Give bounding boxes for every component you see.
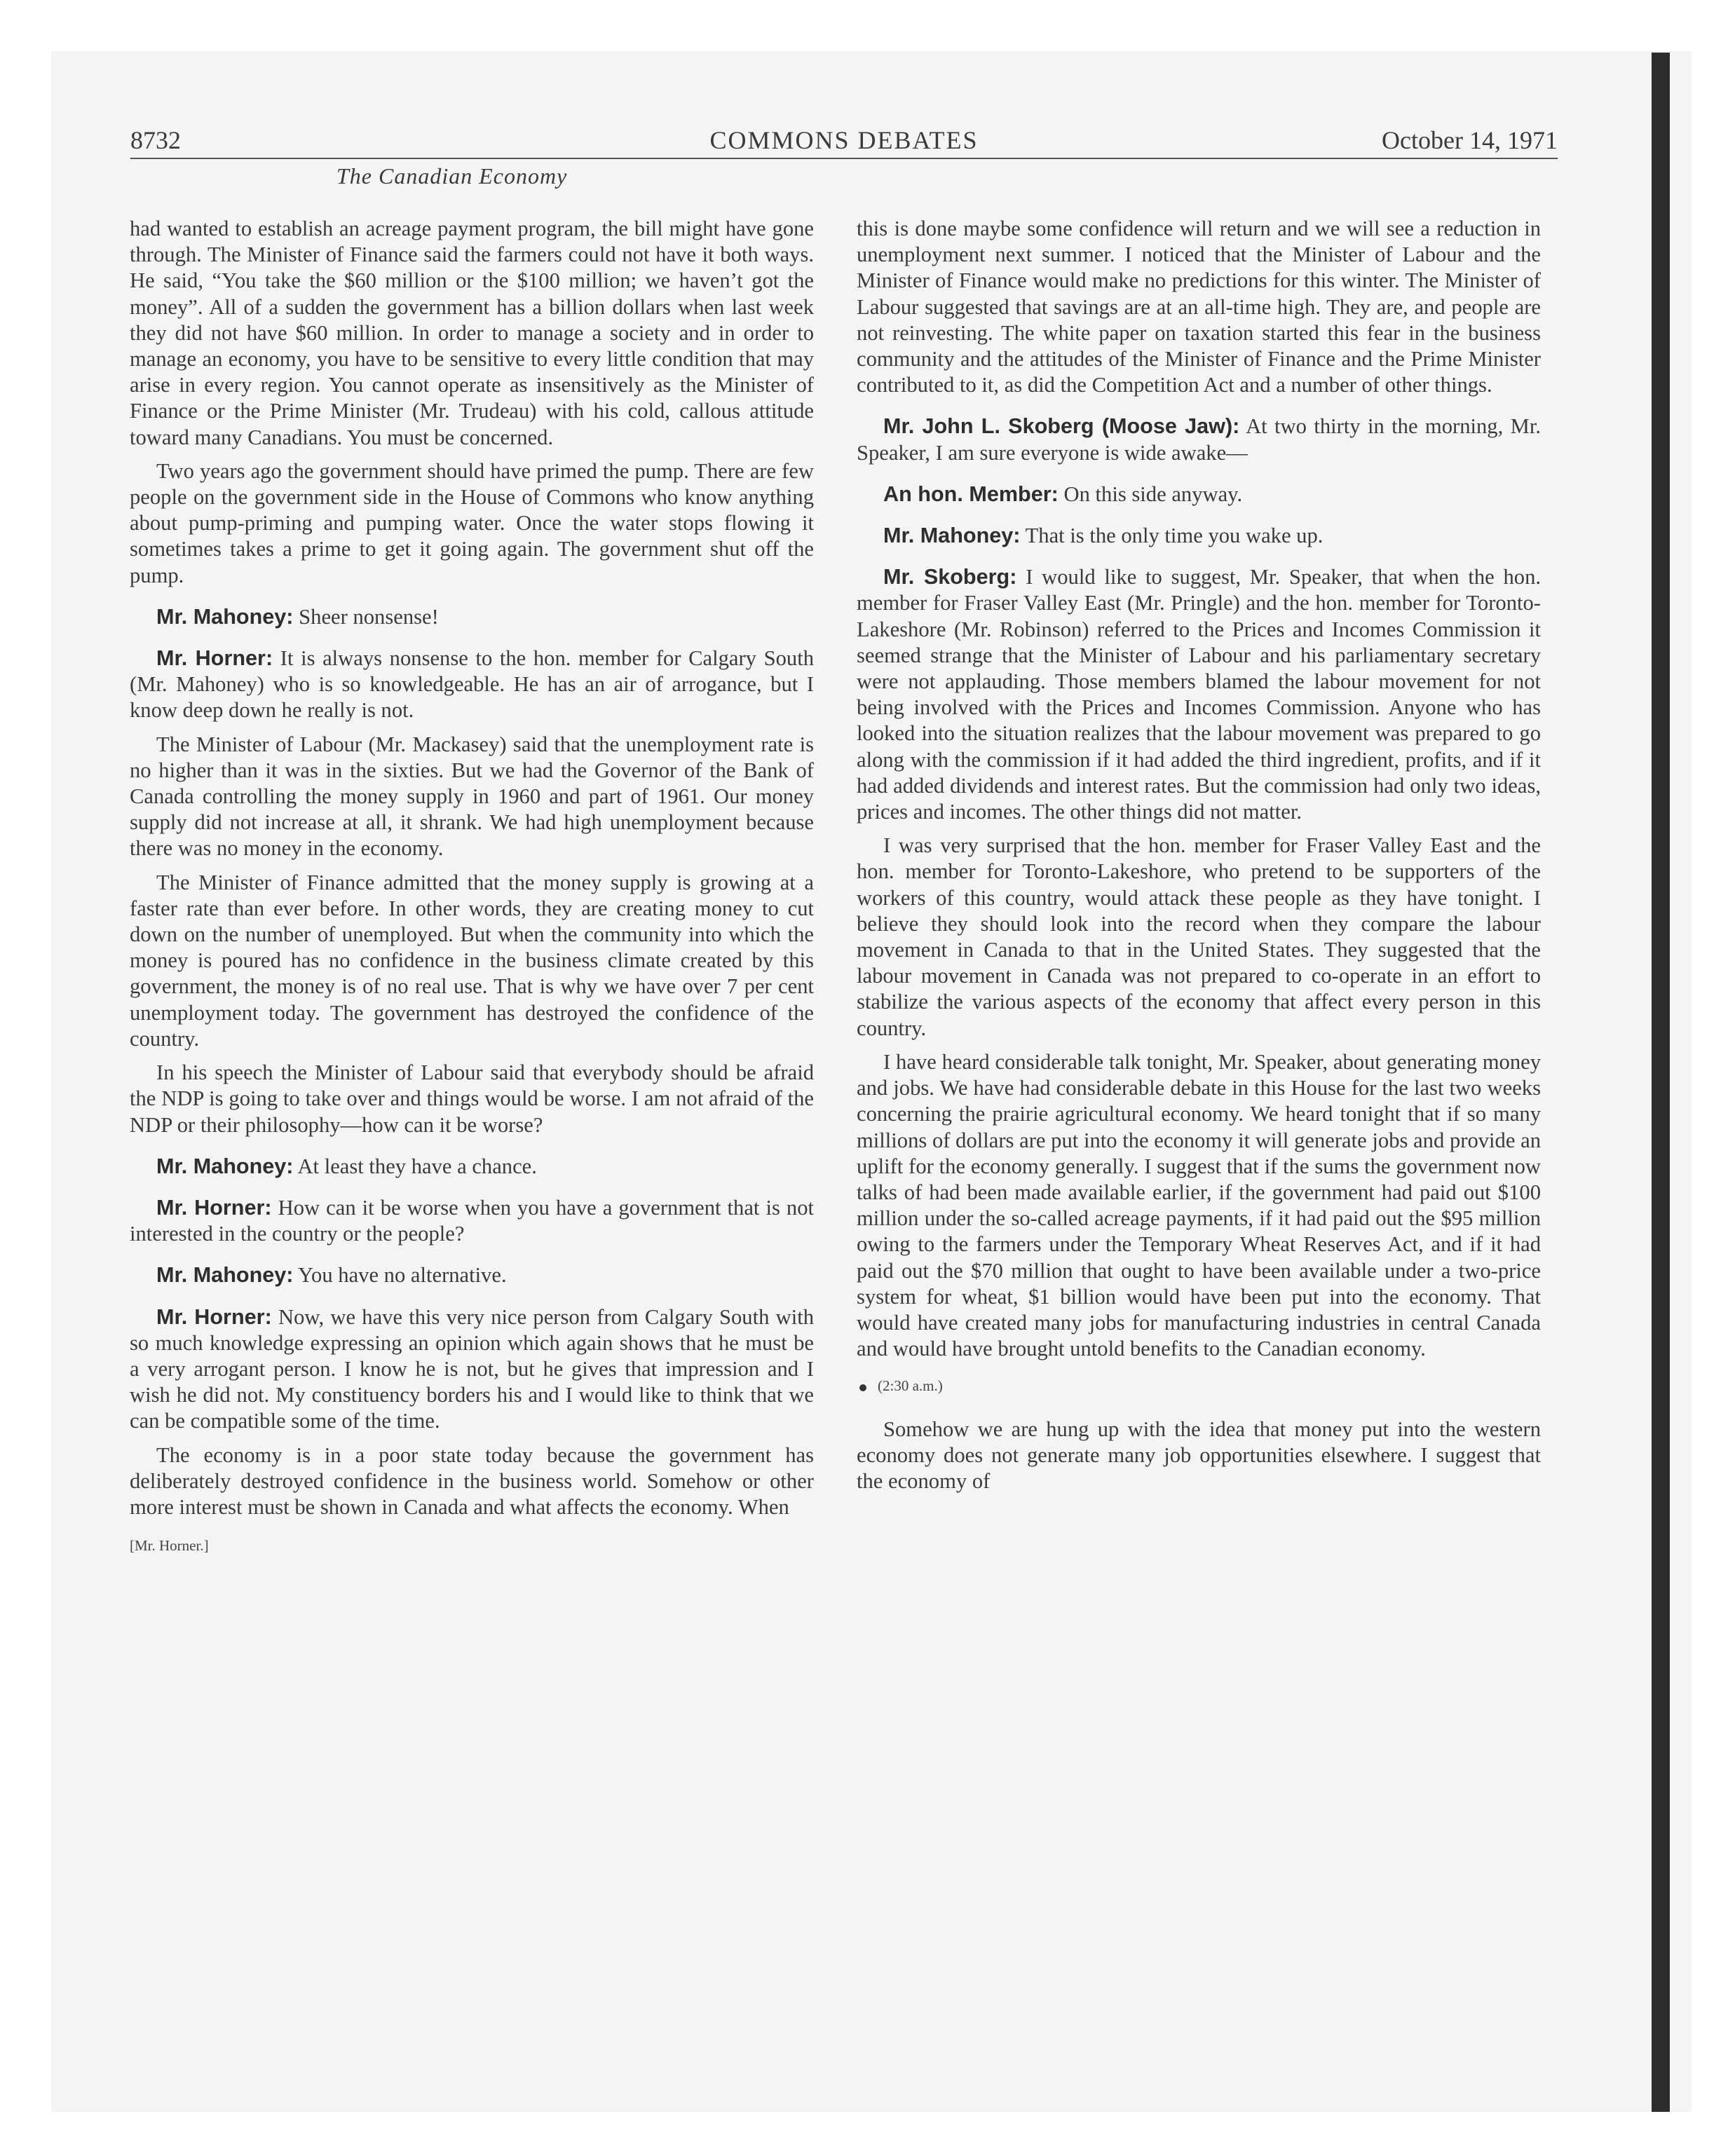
speaker-name: Mr. Horner:: [156, 1195, 272, 1220]
speaker-name: Mr. Horner:: [156, 646, 273, 671]
speaker-name: Mr. Mahoney:: [156, 604, 294, 629]
page-number: 8732: [130, 126, 181, 154]
paragraph-text: At two thirty in the morning, Mr. Speaker, I am sure everyone is wide awake—: [857, 414, 1541, 465]
journal-title: COMMONS DEBATES: [709, 126, 979, 154]
right-column-paragraphs: [857, 216, 1541, 1362]
paragraph-text: In his speech the Minister of Labour said that everybody should be afraid the NDP is going to take over and things would be worse. I am not afraid of the NDP or their philosophy—how can it be worse?: [130, 1060, 814, 1137]
paragraph-text: On this side anyway.: [1063, 482, 1243, 506]
paragraph: [857, 216, 1541, 398]
speaker-name: Mr. Mahoney:: [156, 1263, 294, 1288]
paragraph: [130, 870, 814, 1052]
paragraph: [130, 458, 814, 589]
speech-paragraph: [130, 1195, 814, 1247]
speech-paragraph: [857, 482, 1541, 507]
page-header: [130, 124, 1558, 159]
speaker-name: Mr. Horner:: [156, 1304, 272, 1329]
paragraph-text: At least they have a chance.: [297, 1154, 537, 1178]
paragraph-text: Sheer nonsense!: [299, 604, 439, 629]
paragraph-text: The Minister of Labour (Mr. Mackasey) said that the unemployment rate is no higher than it was in the sixties. But we had the Governor of the Bank of Canada controlling the money supply in 1960 and part of 1961. Our money supply did not increase at all, it shrank. We had high unemployment because there was no money in the economy.: [130, 732, 814, 861]
paragraph-text: this is done maybe some confidence will return and we will see a reduction in unemployment next summer. I noticed that the Minister of Labour and the Minister of Finance would make no predictions for this winter. The Minister of Labour suggested that savings are at an all-time high. They are, and people are not reinvesting. The white paper on taxation started this fear in the business community and the attitudes of the Minister of Finance and the Prime Minister contributed to it, as did the Competition Act and a number of other things.: [857, 217, 1541, 397]
paragraph-text: You have no alternative.: [298, 1263, 507, 1288]
left-column: [130, 216, 814, 1559]
bullet-icon: [859, 1384, 866, 1391]
paragraph: [857, 833, 1541, 1042]
paragraph-text: Now, we have this very nice person from Calgary South with so much knowledge expressing an opinion which again shows that he must be a very arrogant person. I know he is not, but he gives that impression and I wish he did not. My constituency borders his and I would like to think that we can be compatible some of the time.: [130, 1304, 815, 1433]
speech-paragraph: [857, 414, 1541, 465]
speech-paragraph: [130, 646, 814, 724]
paragraph: [857, 1417, 1541, 1495]
speaker-attribution: [Mr. Horner.]: [130, 1537, 209, 1555]
paragraph-text: I was very surprised that the hon. member for Fraser Valley East and the hon. member for Toronto-Lakeshore, who pretend to be supporters of the workers of this country, would attack these people as they have tonight. I believe they should look into the record when they compare the labour movement in Canada to that in the United States. They suggested that the labour movement in Canada was not prepared to co-operate in an effort to stabilize the various aspects of the economy that affect every person in this country.: [857, 833, 1541, 1040]
left-column-paragraphs: [130, 216, 814, 1520]
speaker-name: Mr. Skoberg:: [883, 565, 1017, 589]
paragraph: [130, 216, 814, 451]
speaker-name: Mr. Mahoney:: [883, 524, 1021, 548]
paragraph-text: The economy is in a poor state today because the government has deliberately destroyed confidence in the business world. Somehow or other more interest must be shown in Canada and what affects the economy. When: [130, 1442, 814, 1519]
paragraph-text: How can it be worse when you have a government that is not interested in the country or the people?: [130, 1195, 815, 1246]
speech-paragraph: [857, 564, 1541, 825]
speech-paragraph: [130, 1304, 814, 1435]
paragraph: [130, 732, 814, 862]
paragraph-text: I have heard considerable talk tonight, Mr. Speaker, about generating money and jobs. We have had considerable debate in this House for the last two weeks concerning the prairie agricultural economy. We heard tonight that if so many millions of dollars are put into the economy it will generate jobs and provide an uplift for the economy generally. I suggest that if the sums the government now talks of had been made available earlier, if the government had paid out $100 million under the so-called acreage payments, if it had paid out the $95 million owing to the farmers under the Temporary Wheat Reserves Act, and if it had paid out the $70 million that ought to have been available under a two-price system for wheat, $1 billion would have been put into the economy. That would have created many jobs for manufacturing industries in central Canada and would have brought untold benefits to the Canadian economy.: [857, 1049, 1541, 1361]
timestamp-marker: [859, 1373, 1541, 1399]
paragraph: [130, 1060, 814, 1138]
page-edge-shadow: [1652, 53, 1670, 2112]
paragraph-text: Somehow we are hung up with the idea that money put into the western economy does not generate many job opportunities elsewhere. I suggest that the economy of: [857, 1417, 1541, 1493]
right-column-continued: [857, 1417, 1541, 1495]
speaker-name: An hon. Member:: [883, 482, 1059, 506]
paragraph-text: had wanted to establish an acreage payment program, the bill might have gone through. The Minister of Finance said the farmers could not have it both ways. He said, “You take the $60 million or the $100 million; we haven’t got the money”. All of a sudden the government has a billion dollars when last week they did not have $60 million. In order to manage a society and in order to manage an economy, you have to be sensitive to every little condition that may arise in every region. You cannot operate as insensitively as the Minister of Finance or the Prime Minister (Mr. Trudeau) with his cold, callous attitude toward many Canadians. You must be concerned.: [130, 217, 814, 449]
right-column: [857, 216, 1541, 1502]
speaker-name: Mr. Mahoney:: [156, 1154, 294, 1178]
speech-paragraph: [130, 1262, 814, 1288]
paragraph-text: The Minister of Finance admitted that the money supply is growing at a faster rate than ever before. In other words, they are creating money to cut down on the number of unemployed. But when the community into which the money is poured has no confidence in the business climate created by this government, the money is of no real use. That is why we have over 7 per cent unemployment today. The government has destroyed the confidence of the country.: [130, 870, 814, 1051]
speech-paragraph: [130, 604, 814, 630]
paragraph: [857, 1049, 1541, 1362]
paragraph-text: That is the only time you wake up.: [1025, 524, 1324, 548]
speech-paragraph: [857, 523, 1541, 549]
section-title: The Canadian Economy: [336, 163, 568, 189]
issue-date: October 14, 1971: [1382, 126, 1558, 154]
timestamp-text: (2:30 a.m.): [878, 1377, 943, 1395]
paragraph: [130, 1442, 814, 1521]
speech-paragraph: [130, 1154, 814, 1180]
paragraph-text: I would like to suggest, Mr. Speaker, that when the hon. member for Fraser Valley East (Mr. Pringle) and the hon. member for Toronto-Lakeshore (Mr. Robinson) referred to the Prices and Incomes Commission it seemed strange that the Minister of Labour and his parliamentary secretary were not applauding. Those members blamed the labour movement for not being involved with the Prices and Incomes Commission. Anyone who has looked into the situation realizes that the labour movement was prepared to go along with the commission if it had added the third ingredient, profits, and if it had added dividends and interest rates. But the commission had only two ideas, prices and incomes. The other things did not matter.: [857, 565, 1542, 824]
speaker-name: Mr. John L. Skoberg (Moose Jaw):: [883, 414, 1240, 439]
paragraph-text: It is always nonsense to the hon. member for Calgary South (Mr. Mahoney) who is so knowledgeable. He has an air of arrogance, but I know deep down he really is not.: [130, 646, 815, 723]
paragraph-text: Two years ago the government should have primed the pump. There are few people on the government side in the House of Commons who know anything about pump-priming and pumping water. Once the water stops flowing it sometimes takes a prime to get it going again. The government shut off the pump.: [130, 458, 814, 587]
